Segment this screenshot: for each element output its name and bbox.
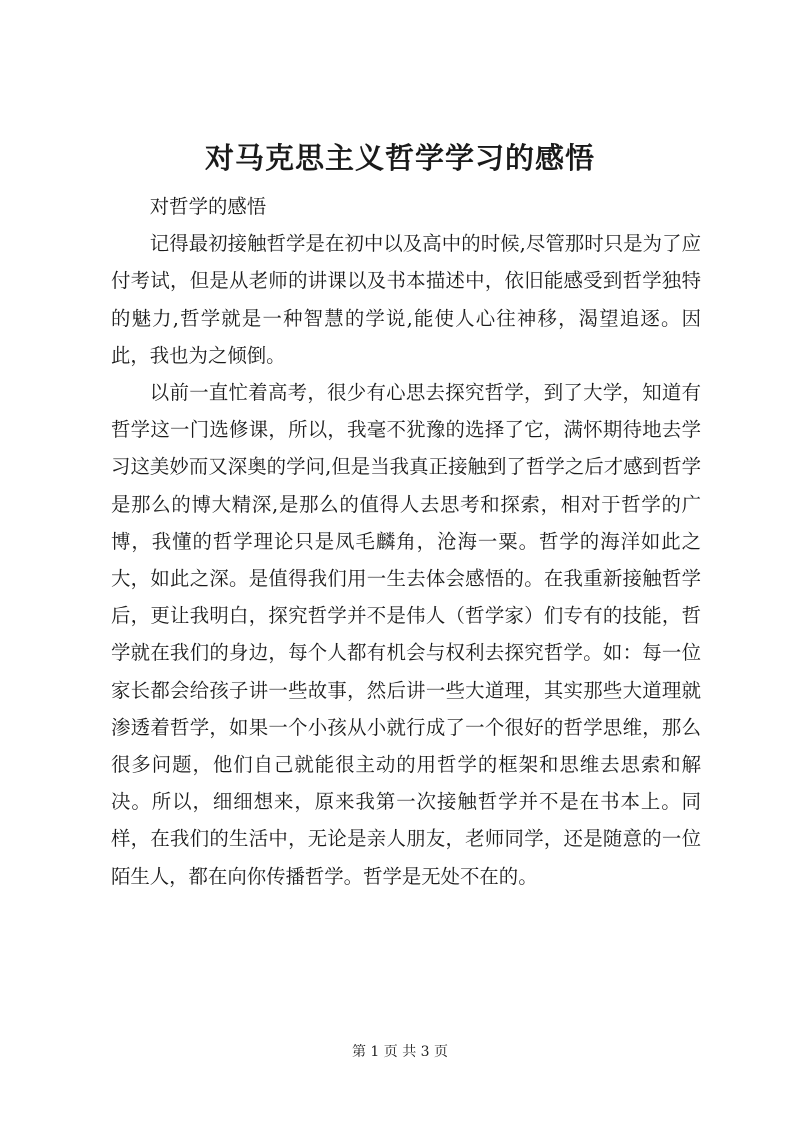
- body-paragraph-2: 以前一直忙着高考，很少有心思去探究哲学，到了大学，知道有哲学这一门选修课，所以，我毫不犹豫的选择了它，满怀期待地去学习这美妙而又深奥的学问,但是当我真正接触到了哲学之后才感到哲学是那么的博大精深,是那么的值得人去思考和探索，相对于哲学的广博，我懂的哲学理论只是凤毛麟角，沧海一粟。哲学的海洋如此之大，如此之深。是值得我们用一生去体会感悟的。在我重新接触哲学后，更让我明白，探究哲学并不是伟人（哲学家）们专有的技能，哲学就在我们的身边，每个人都有机会与权利去探究哲学。如：每一位家长都会给孩子讲一些故事，然后讲一些大道理，其实那些大道理就渗透着哲学，如果一个小孩从小就行成了一个很好的哲学思维，那么很多问题，他们自己就能很主动的用哲学的框架和思维去思索和解决。所以，细细想来，原来我第一次接触哲学并不是在书本上。同样，在我们的生活中，无论是亲人朋友，老师同学，还是随意的一位陌生人，都在向你传播哲学。哲学是无处不在的。: [111, 381, 701, 888]
- document-title: 对马克思主义哲学学习的感悟: [204, 141, 595, 175]
- section-heading: 对哲学的感悟: [149, 195, 267, 218]
- body-paragraph-1: 记得最初接触哲学是在初中以及高中的时候,尽管那时只是为了应付考试，但是从老师的讲课以及书本描述中，依旧能感受到哲学独特的魅力,哲学就是一种智慧的学说,能使人心往神移，渴望追逐。因此，我也为之倾倒。: [111, 232, 701, 367]
- page-number-footer: 第 1 页 共 3 页: [351, 1044, 449, 1060]
- document-body: [111, 188, 701, 895]
